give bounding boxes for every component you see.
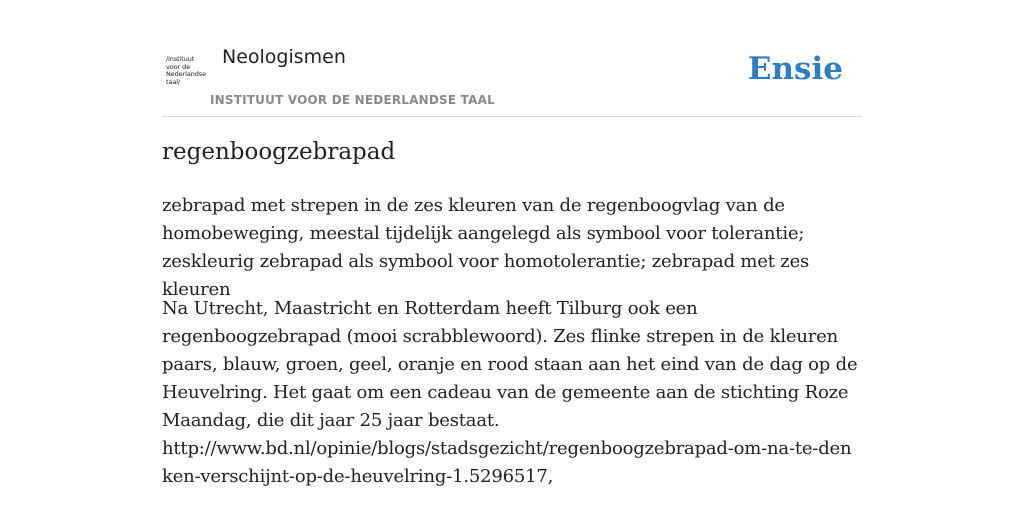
definition: zebrapad met strepen in de zes kleuren van de regenboogvlag van de homobeweging, meestal tijdelijk aangelegd als symbool voor tolerantie; zeskleurig zebrapad als symbool voor homotolerantie; zebrapad met zes kleuren <box>162 195 810 300</box>
example-text: Na Utrecht, Maastricht en Rotterdam heeft Tilburg ook een regenboogzebrapad (mooi scrabblewoord). Zes flinke strepen in de kleuren paars, blauw, groen, geel, oranje en rood staan aan het eind van de dag op de Heuvelring. Het gaat om een cadeau van de gemeente aan de stichting Roze Maandag, die dit jaar 25 jaar bestaat. <box>162 298 858 431</box>
logo-line: voor de <box>166 62 190 71</box>
example-source-link[interactable]: http://www.bd.nl/opinie/blogs/stadsgezicht/regenboogzebrapad-om-na-te-denken-verschijnt-op-de-heuvelring-1.5296517, <box>162 438 852 487</box>
header <box>162 0 862 117</box>
logo-line: Nederlandse <box>166 70 206 78</box>
headword: regenboogzebrapad <box>162 139 396 165</box>
ivdnt-logo[interactable] <box>166 56 210 88</box>
site-title[interactable]: Neologismen <box>222 46 346 68</box>
ensie-logo-link[interactable]: Ensie <box>747 51 843 87</box>
example-quote <box>162 295 862 491</box>
logo-line: taal/ <box>166 77 181 86</box>
site-subtitle: INSTITUUT VOOR DE NEDERLANDSE TAAL <box>210 93 495 107</box>
logo-line: /instituut <box>166 55 195 63</box>
